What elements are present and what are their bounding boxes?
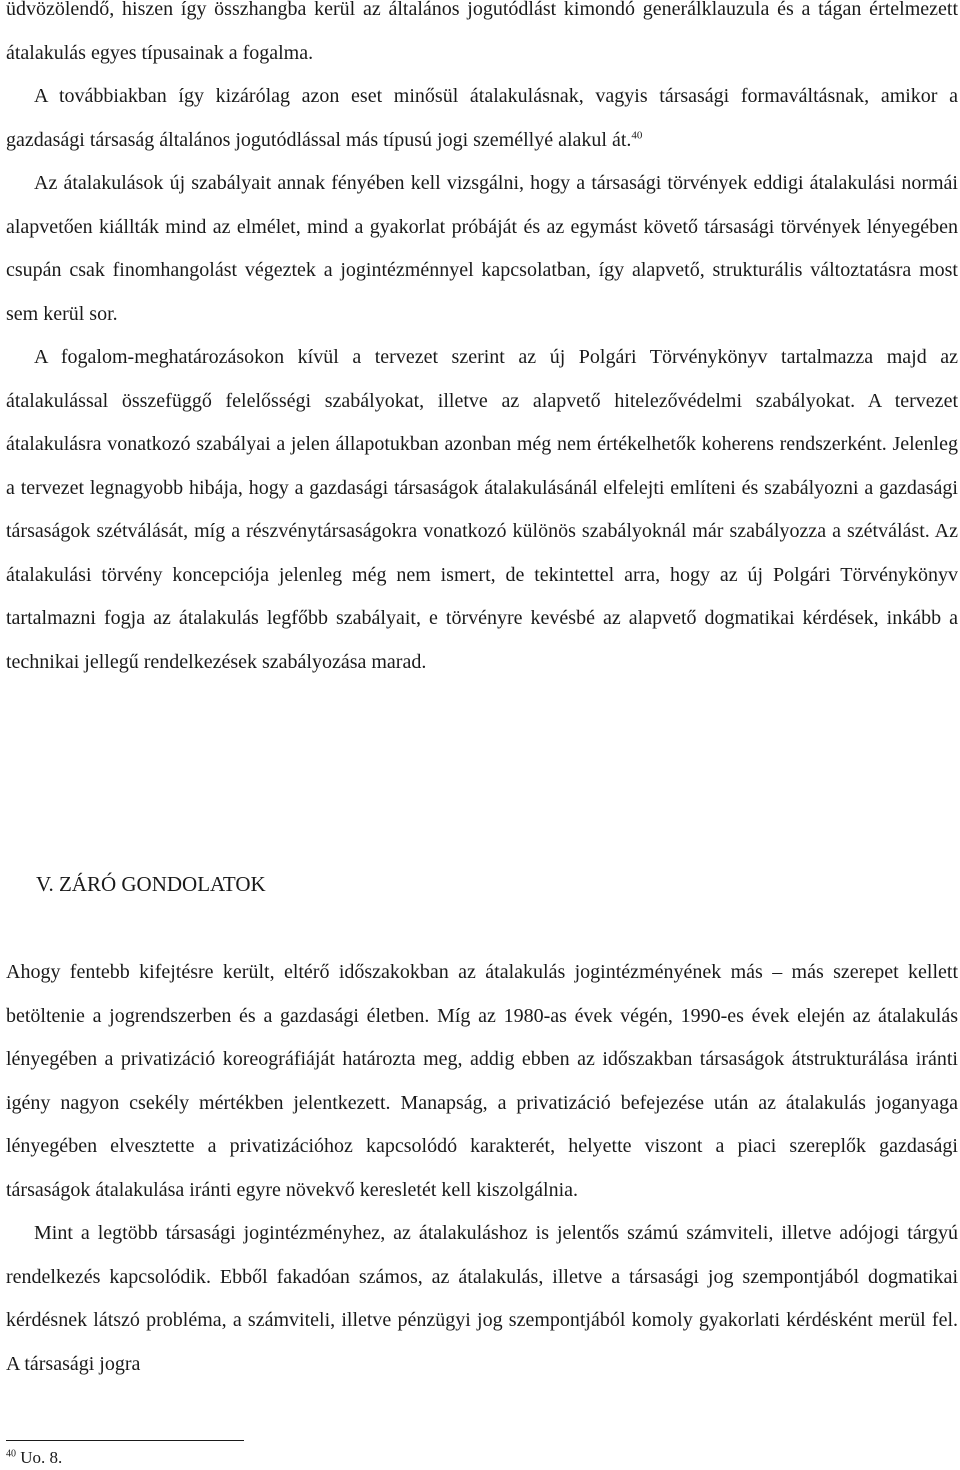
document-body	[6, 0, 958, 684]
paragraph-conclusion-1: Ahogy fentebb kifejtésre került, eltérő időszakokban az átalakulás jogintézményének más – más szerepet kellett betöltenie a jogrendszerben és a gazdasági életben. Míg az 1980-as évek végén, 1990-es évek elején az átalakulás lényegében a privatizáció koreográfiáját határozta meg, addig ebben az időszakban társaságok átstrukturálása iránti igény nagyon csekély mértékben jelentkezett. Manapság, a privatizáció befejezése után az átalakulás joganyaga lényegében elvesztette a privatizációhoz kapcsolódó karakterét, helyette viszont a piaci szereplők gazdasági társaságok átalakulása iránti egyre növekvő keresletét kell kiszolgálnia.	[6, 961, 958, 1201]
paragraph-continuation: üdvözölendő, hiszen így összhangba kerül az általános jogutódlást kimondó generálklauzula és a tágan értelmezett átalakulás egyes típusainak a fogalma.	[6, 0, 958, 64]
paragraph-conclusion-2: Mint a legtöbb társasági jogintézményhez, az átalakuláshoz is jelentős számú számviteli, illetve adójogi tárgyú rendelkezés kapcsolódik. Ebből fakadóan számos, az átalakulás, illetve a társasági jog szempontjából dogmatikai kérdésnek látszó probléma, a számviteli, illetve pénzügyi jog szempontjából komoly gyakorlati kérdésként merül fel. A társasági jogra	[6, 1222, 958, 1375]
paragraph-text: A továbbiakban így kizárólag azon eset minősül átalakulásnak, vagyis társasági formaváltásnak, amikor a gazdasági társaság általános jogutódlással más típusú jogi személlyé alakul át.	[6, 85, 958, 151]
paragraph-new-rules: Az átalakulások új szabályait annak fényében kell vizsgálni, hogy a társasági törvények eddigi átalakulási normái alapvetően kiállták mind az elmélet, mind a gyakorlat próbáját és az egymást követő társasági törvények lényegében csupán csak finomhangolást végeztek a jogintézménnyel kapcsolatban, így alapvető, strukturális változtatásra most sem kerül sor.	[6, 172, 958, 325]
footnote-divider	[6, 1440, 244, 1441]
paragraph-draft-code: A fogalom-meghatározásokon kívül a tervezet szerint az új Polgári Törvénykönyv tartalmazza majd az átalakulással összefüggő felelősségi szabályokat, illetve az alapvető hitelezővédelmi szabályokat. A tervezet átalakulásra vonatkozó szabályai a jelen állapotukban azonban még nem értékelhetők koherens rendszerként. Jelenleg a tervezet legnagyobb hibája, hogy a gazdasági társaságok átalakulásánál elfelejti említeni és szabályozni a gazdasági társaságok szétválását, míg a részvénytársaságokra vonatkozó különös szabályoknál már szabályozza a szétválást. Az átalakulási törvény koncepciója jelenleg még nem ismert, de tekintettel arra, hogy az új Polgári Törvénykönyv tartalmazni fogja az átalakulás legfőbb szabályait, e törvényre kevésbé az alapvető dogmatikai kérdések, inkább a technikai jellegű rendelkezések szabályozása marad.	[6, 346, 958, 673]
section-heading: V. ZÁRÓ GONDOLATOK	[36, 872, 266, 896]
footnote-number: 40	[6, 1448, 16, 1460]
paragraph-transformation-definition	[6, 75, 958, 162]
footnote	[6, 1447, 62, 1469]
section-body	[6, 951, 958, 1386]
footnote-text: Uo. 8.	[20, 1448, 63, 1467]
footnote-reference[interactable]: 40	[631, 128, 643, 141]
